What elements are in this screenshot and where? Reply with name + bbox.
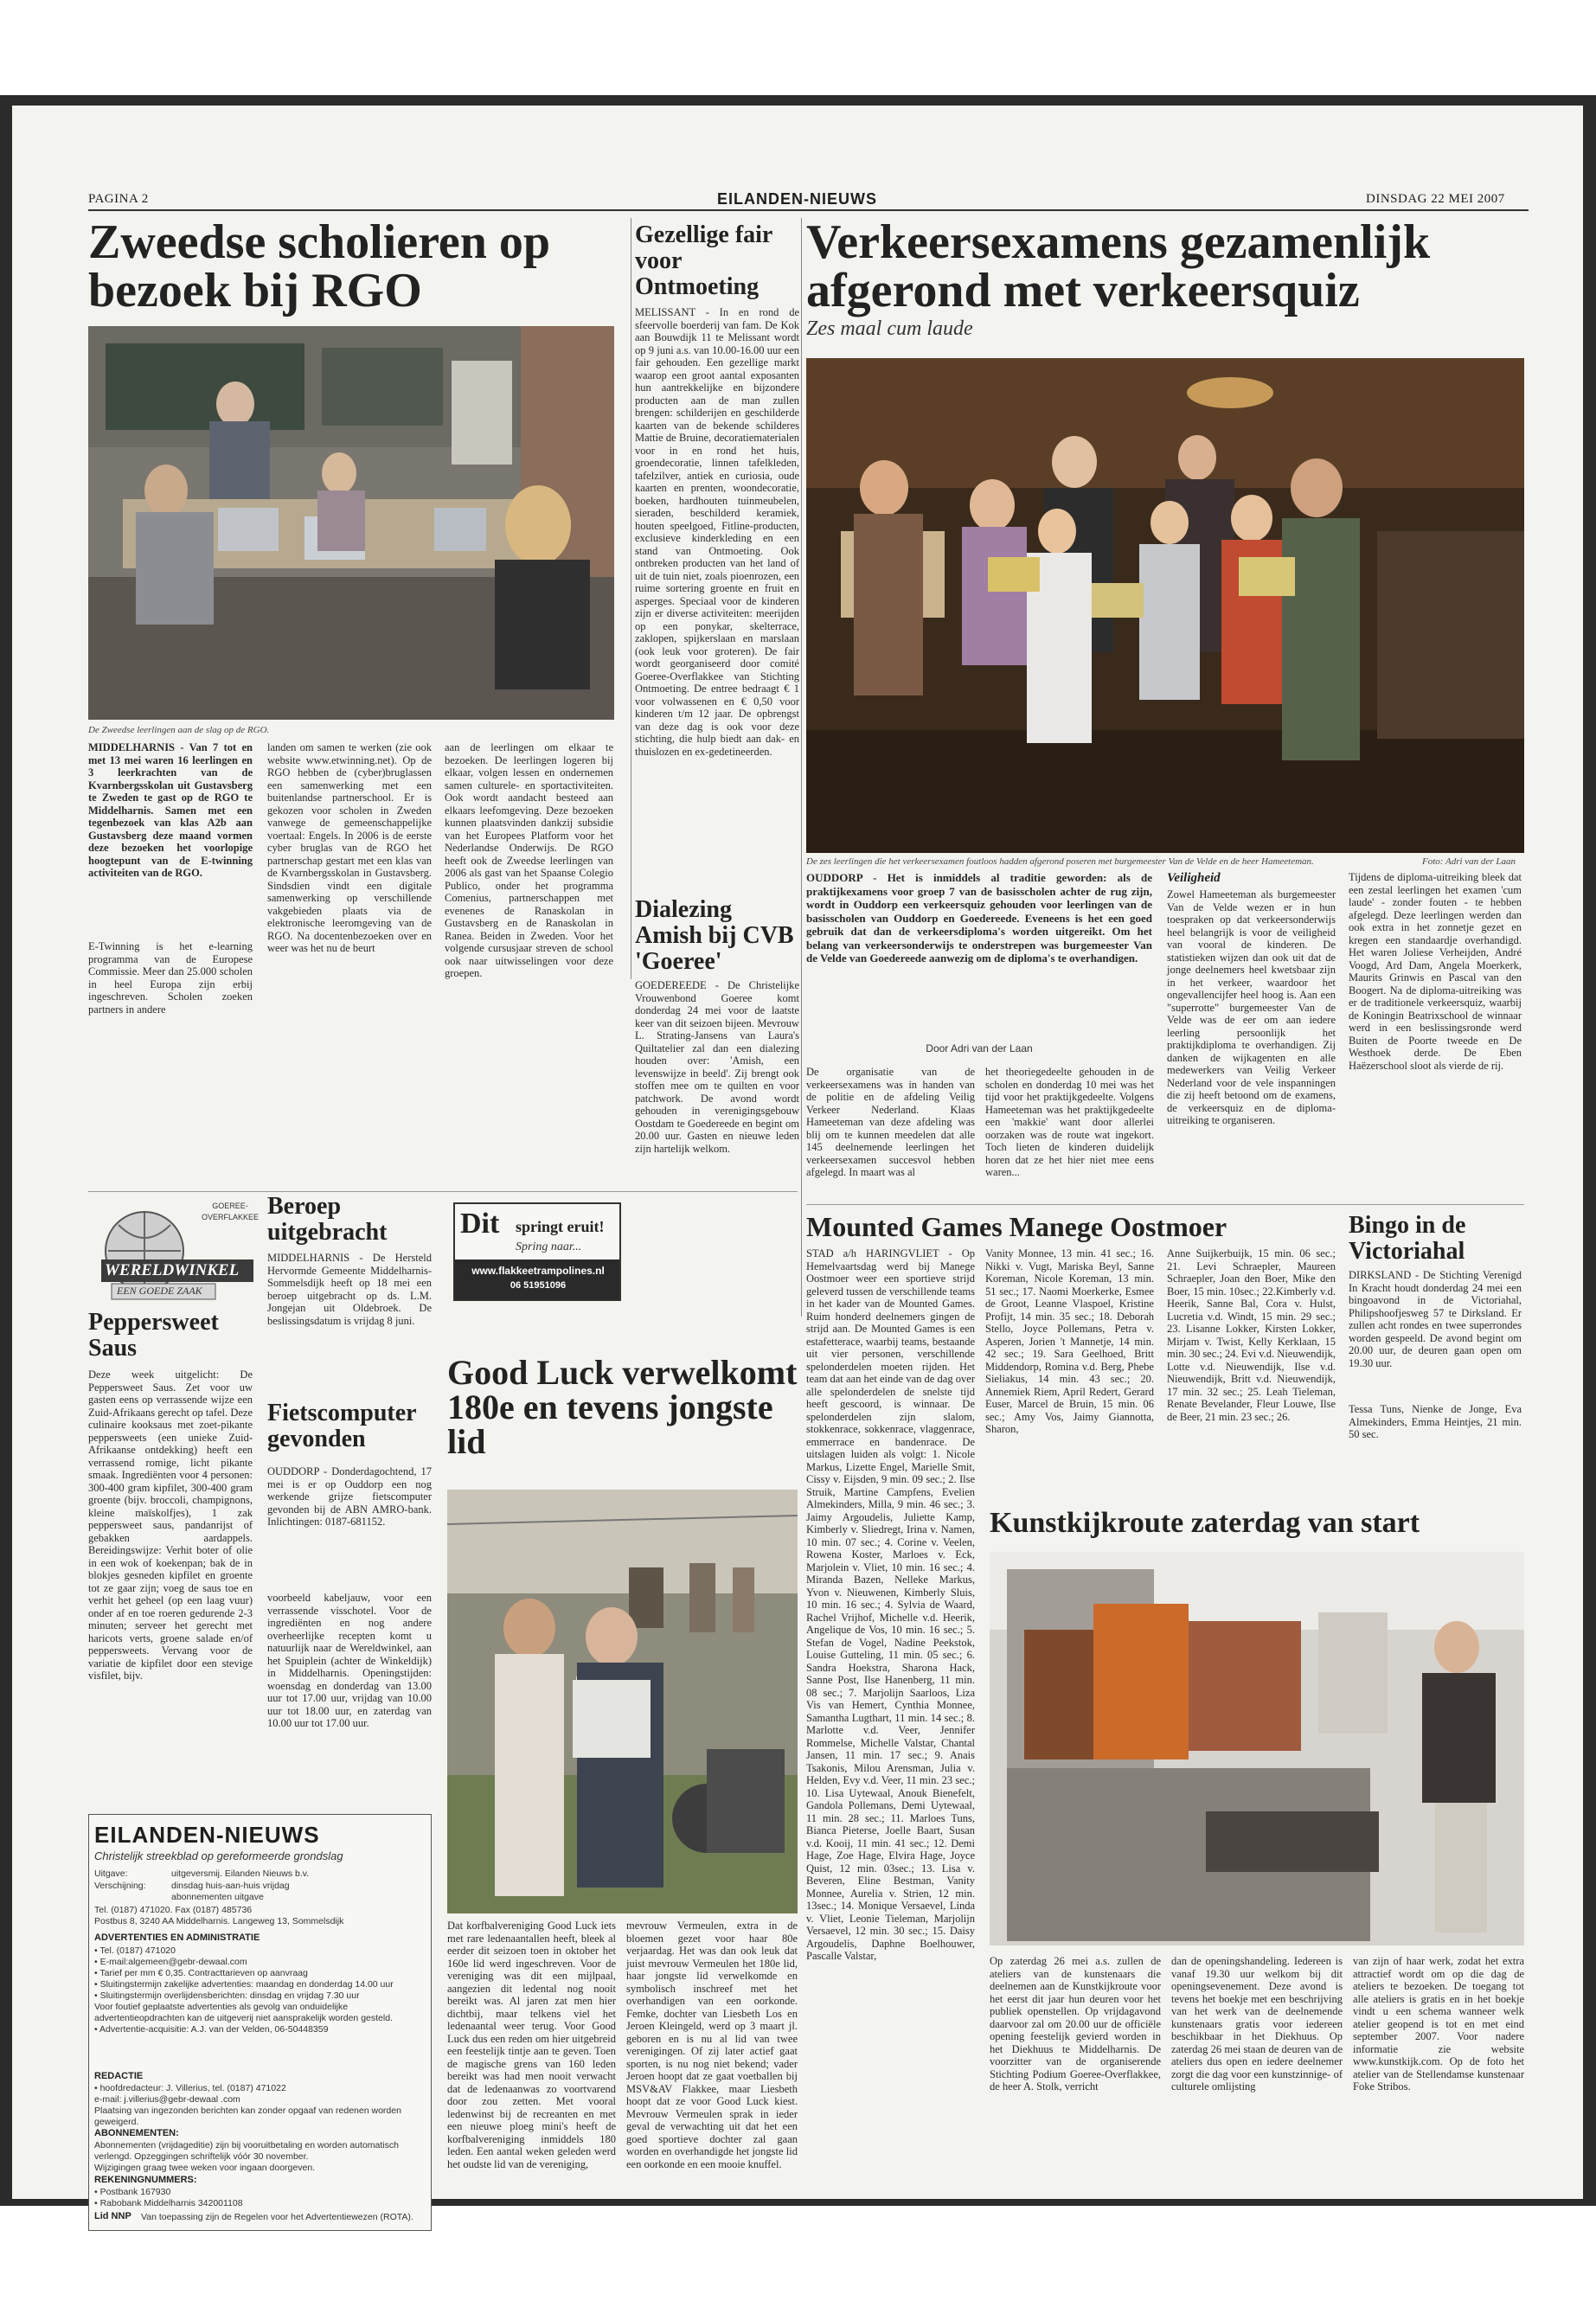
colophon-bank-title: REKENINGNUMMERS: bbox=[94, 2175, 197, 2185]
colophon-box bbox=[88, 1814, 432, 2231]
colophon-verschijning: dinsdag huis-aan-huis vrijdag abonnementen uitgave bbox=[171, 1881, 290, 1902]
article-col2-zweedse: landen om samen te werken (zie ook website www.etwinning.net). Op de RGO hebben de (cyber)bruglassen een samenwerking met een buitenlandse partnerschool. Er is gekozen voor scholen in Zweden vanwege de gemeenschappelijke voertaal: Engels. In 2006 is de eerste cyber bruglas van de RGO het partnerschap gestart met een klas van de Kvarnbergsskolan in Gustavsberg. Sindsdien vindt een digitale samenwerking op verschillende vakgebieden plaats via de elektronische leeromgeving van de RGO. Na docentenbezoeken over en weer was het nu de beurt bbox=[267, 741, 432, 954]
advertisement-trampolines[interactable] bbox=[453, 1202, 621, 1301]
headline-beroep: Beroep uitgebracht bbox=[267, 1193, 388, 1246]
photo-verkeersexamen-winners bbox=[806, 358, 1524, 853]
article-col2-kunstkijk: dan de openingshandeling. Iedereen is vanaf 19.30 uur welkom bij dit openingsevenement. Deze avond is tevens het boekje met een beschrijving van het werk van de deelnemende kunstenaars gratis voor iedereen beschikbaar in het Diekhuus. Op zaterdag 26 mei staan de deuren van de ateliers dus open en iedere deelnemer zorgt die dag voor een kunstzinnige- of culturele omlijsting bbox=[1171, 1955, 1343, 2093]
colophon-adv-title: ADVERTENTIES EN ADMINISTRATIE bbox=[94, 1932, 260, 1943]
section-rule bbox=[806, 1204, 1524, 1205]
column-divider bbox=[801, 218, 802, 1317]
colophon-verschijning-label: Verschijning: bbox=[94, 1881, 146, 1891]
colophon-adv-list bbox=[94, 1945, 423, 2035]
article-col1-verkeer: De organisatie van de verkeersexamens was in handen van de politie en de afdeling Veilig Verkeer Nederland. Klaas Hameeteman van deze afdeling was blij om te kunnen meedelen dat alle 145 deelnemende leerlingen het verkeersexamen succesvol hebben afgelegd. In maart was al bbox=[806, 1066, 975, 1178]
colophon-adv-line: • Sluitingstermijn overlijdensberichten: dinsdag en vrijdag 7.30 uur bbox=[94, 1990, 360, 2001]
header-rule bbox=[88, 209, 1529, 211]
section-rule bbox=[88, 1191, 798, 1192]
colophon-uitgave: uitgeversmij. Eilanden Nieuws b.v. bbox=[171, 1868, 310, 1879]
headline-amish: Dialezing Amish bij CVB 'Goeree' bbox=[635, 896, 794, 975]
photo-caption-verkeer: De zes leerlingen die het verkeersexamen foutloos hadden afgerond poseren met burgemeester Van de Velde en de heer Hameeteman. bbox=[806, 856, 1314, 867]
article-body-wereldwinkel-cont: voorbeeld kabeljauw, voor een verrassende visschotel. Voor de ingrediënten en nog andere overheerlijke recepten komt u natuurlijk naar de Wereldwinkel, aan het Spuiplein (achter de Winkeldijk) in Middelharnis. Openingstijden: woensdag en donderdag van 13.00 uur tot 17.00 uur, vrijdag van 10.00 uur tot 18.00 uur, en zaterdag van 10.00 uur tot 17.00 uur. bbox=[267, 1592, 432, 1729]
colophon-abo-list bbox=[94, 2140, 423, 2174]
colophon-bank-line: • Postbank 167930 bbox=[94, 2187, 171, 2197]
newspaper-page bbox=[12, 106, 1583, 2222]
subheadline-cum-laude: Zes maal cum laude bbox=[806, 317, 973, 340]
article-col1-zweedse: E-Twinning is het e-learning programma van de Europese Commissie. Meer dan 25.000 scholen in heel Europa zijn erbij ingeschreven. Scholen zoeken partners in andere bbox=[88, 940, 253, 1016]
wereldwinkel-logo bbox=[94, 1197, 259, 1305]
article-col4-verkeer: Tijdens de diploma-uitreiking bleek dat een zestal leerlingen het examen 'cum laude' - zonder fouten - te hebben afgelegd. Deze leerlingen werden dan ook extra in het zonnetje gezet en kregen een standaardje overhandigd. Het waren Joliese Verheijden, André Voogd, Ard Dam, Angela Moerkerk, Maurits Grinwis en Pascal van den Boogert. Na de diploma-uitreiking was er de traditionele verkeersquiz, waarbij de Koningin Beatrixschool de winnaar werd in een beslissingsronde werd Buiten de Poorte tweede en De Westhoek derde. De Eben Haëzerschool sloot als vierde de rij. bbox=[1349, 871, 1522, 1072]
article-body-fair: MELISSANT - In en rond de sfeervolle boerderij van fam. De Kok aan Bouwdijk 11 te Melissant wordt op 9 juni a.s. van 10.00-16.00 uur een fair gehouden. Een gezellige markt waarop een groot aantal exposanten hun aantrekkelijke en bijzondere producten aan de man zullen brengen: schilderijen en geschilderde kaarten van de bekende schilderes Mattie de Bruine, decoratiematerialen voor in en rond het huis, groendecoratie, linnen tafelkleden, tafelzilver, antiek en curiosia, oude kaarten en prenten, woondecoratie, boeken, hardhouten tuinmeubelen, sieraden, beschilderd keramiek, houten speelgoed, Fitline-producten, exclusieve kinderkleding en een stand van Ontmoeting. Ook ontbreken producten van het land of uit de tuin niet, zoals pioenrozen, een ruime sortering groente en fruit en asperges. Speciaal voor de kinderen zijn er diverse activiteiten: meerijden op een ponykar, skelterrace, zaklopen, spijkerslaan en marslaan (ook leuk voor groteren). De fair wordt georganiseerd door comité Goeree-Overflakkee van Stichting Ontmoeting. De entree bedraagt € 1 voor volwassenen en € 0,50 voor kinderen t/m 12 jaar. De opbrengst van deze dag is ook voor deze stichting, die hulp biedt aan dak- en thuislozen en ex-gedetineerden. bbox=[635, 306, 799, 758]
photo-students-laptops bbox=[88, 326, 614, 720]
article-lead-verkeer: OUDDORP - Het is inmiddels al traditie geworden: als de praktijkexamens voor groep 7 van de basisscholen achter de rug zijn, wordt in Ouddorp een verkeersquiz gehouden voor leerlingen van de basisscholen van Ouddorp en Goedereede. Eveneens is het een goed gebruik dat dan de verkeersdiploma's worden uitgereikt. Om het belang van verkeersonderwijs te onderstrepen was burgemeester Van de Velde van Goedereede aanwezig om de diploma's te overhandigen. bbox=[806, 871, 1152, 965]
wereldwinkel-logo-text: WERELDWINKEL bbox=[105, 1261, 240, 1279]
photo-good-luck-newborn bbox=[447, 1490, 798, 1913]
article-body-peppersweet: Deze week uitgelicht: De Peppersweet Saus. Zet voor uw gasten eens op verrassende wijze een Zuid-Afrikaans gerecht op tafel. Deze culinaire kooksaus met zoet-pikante peppersweets (een unieke Zuid-Afrikaanse ontdekking) heeft een verrassend romige, licht pikante smaak. Ingrediënten voor 4 personen: 300-400 gram kipfilet, 300-400 gram groente (bijv. broccoli, champignons, kleine maïskolfjes), 1 zak peppersweet saus, pandanrijst of gebakken aardappels. Bereidingswijze: Verhit boter of olie in een wok of koekenpan; bak de in blokjes gesneden kipfilet en groente tot ze gaar zijn; voeg de saus toe en verhit het geheel (op een laag vuur) onder af en toe roeren gedurende 2-3 minuten; serveer het gerecht met haricots verts, groene salade en/of peppersweets. Vervang voor de variatie de kipfilet door een stevige visfilet, bijv. bbox=[88, 1368, 253, 1682]
colophon-red-line: • hoofdredacteur: J. Villerius, tel. (0187) 471022 bbox=[94, 2083, 286, 2093]
headline-mounted-games: Mounted Games Manege Oostmoer bbox=[806, 1211, 1227, 1242]
colophon-title: EILANDEN-NIEUWS bbox=[94, 1822, 320, 1848]
colophon-abo-line: Wijzigingen graag twee weken voor ingaan doorgeven. bbox=[94, 2163, 316, 2173]
ad-line1: Dit bbox=[460, 1208, 500, 1240]
photo-atelier-stribos bbox=[990, 1552, 1524, 1945]
colophon-red-list bbox=[94, 2083, 423, 2128]
colophon-adv-line: • Advertentie-acquisitie: A.J. van der Velden, 06-50448359 bbox=[94, 2024, 329, 2035]
colophon-red-line: Plaatsing van ingezonden berichten kan zonder opgaaf van redenen worden geweigerd. bbox=[94, 2106, 401, 2127]
article-col1-kunstkijk: Op zaterdag 26 mei a.s. zullen de ateliers van de kunstenaars die deelnemen aan de Kunstkijkroute voor het eerst dit jaar hun deuren voor het publiek openstellen. Op vrijdagavond daarvoor zal om 20.00 uur de officiële opening feestelijk gevierd worden in het Diekhuus te Middelharnis. De voorzitter van de organiserende Stichting Podium Goeree-Overflakkee, de heer A. Stolk, verricht bbox=[990, 1955, 1161, 2093]
article-col2-verkeer: het theoriegedeelte gehouden in de scholen en donderdag 10 mei was het tijd voor het praktijkgedeelte. Volgens Hameeteman was het praktijkgedeelte een 'makkie' want door allerlei oorzaken was de route wat ingekort. Toch lieten de kinderen duidelijk horen dat ze het hier niet mee eens waren... bbox=[985, 1066, 1154, 1178]
colophon-nnp-title: Lid NNP bbox=[94, 2211, 131, 2221]
colophon-adv-line: • E-mail:algemeen@gebr-dewaal.com bbox=[94, 1957, 247, 1967]
masthead: EILANDEN-NIEUWS bbox=[717, 190, 877, 208]
article-col3-zweedse: aan de leerlingen om elkaar te bezoeken. De leerlingen logeren bij elkaar, volgen lessen en ondernemen samen culturele- en sportactiviteiten. Ook wordt aandacht besteed aan elkaars leefomgeving. Deze bezoeken kunnen plaatsvinden dankzij subsidie van het Europees Platform voor het Nederlandse Onderwijs. De RGO heeft ook de Zweedse leerlingen van 2006 als gast van het Spaanse Colegio Publico, onder het programma Comenius, partnerschappen met evenenes de Ranaskolan in Gustavsberg en de Ranaskolan in Ranea. Beiden in Zweden. Voor het volgende cursusjaar streven de school ook naar uitwisselingen voor deze groepen. bbox=[445, 741, 613, 979]
colophon-adv-line: • Tel. (0187) 471020 bbox=[94, 1945, 176, 1956]
colophon-address: Postbus 8, 3240 AA Middelharnis. Langeweg 13, Sommelsdijk bbox=[94, 1916, 344, 1926]
colophon-adv-line: • Tarief per mm € 0,35. Contracttarieven op aanvraag bbox=[94, 1968, 308, 1978]
headline-fietscomputer: Fietscomputer gevonden bbox=[267, 1400, 417, 1452]
colophon-bank-list bbox=[94, 2187, 423, 2209]
article-col3-mounted: Anne Suijkerbuijk, 15 min. 06 sec.; 21. Levi Schraepler, Maureen Schraepler, Joan den Boer, Mike den Boer, 15 min. 10sec.; 22.Kimberly v.d. Heerik, Sanne Bal, Cora v. Hulst, Lucretia v.d. Windt, 15 min. 29 sec.; 23. Lisanne Lokker, Kirsten Lokker, Mirjam v. Twist, Kelly Kerklaan, 15 min. 30 sec.; 24. Evi v.d. Nieuwendijk, Lotte v.d. Nieuwendijk, Ilse v.d. Nieuwendijk, Britt v.d. Nieuwendijk, 17 min. 32 sec.; 25. Leah Tieleman, Renate Bevelander, Fleur Louwe, Ilse de Beer, 21 min. 23 sec.; 26. bbox=[1167, 1247, 1336, 1423]
colophon-abo-title: ABONNEMENTEN: bbox=[94, 2128, 179, 2138]
colophon-abo-line: Abonnementen (vrijdageditie) zijn bij vooruitbetaling en worden automatisch verlengd. Opzeggingen schriftelijk vóór 30 november. bbox=[94, 2140, 399, 2162]
headline-zweedse: Zweedse scholieren op bezoek bij RGO bbox=[88, 215, 551, 317]
colophon-red-title: REDACTIE bbox=[94, 2071, 144, 2081]
page-number: PAGINA 2 bbox=[88, 192, 149, 206]
ad-url[interactable]: www.flakkeetrampolines.nl bbox=[471, 1265, 605, 1277]
article-col1-good-luck: Dat korfbalvereniging Good Luck iets met rare ledenaantallen heeft, bleek al eerder dit seizoen toen in oktober het 160e lid werd ingeschreven. Voor de vereniging was dit een mijlpaal, aangezien dit ledental nog nooit bereikt was. Al jaren zat men hier dichtbij, maar telkens viel het ledenaantal weer terug. Voor Good Luck dus een reden om hier uitgebreid een feestelijk tintje aan te geven. Toen de magische grens van 160 leden bereikt was had men nooit verwacht dat de ledenaanwas zo voortvarend door zou zetten. Met vooral ledenwinst bij de recreanten en met een nieuwe ploeg mini's heeft de korfbalvereniging inmiddels 180 leden. Een aantal weken geleden werd het oudste lid van de vereniging, bbox=[447, 1920, 616, 2170]
colophon-subtitle: Christelijk streekblad op gereformeerde grondslag bbox=[94, 1849, 343, 1862]
headline-fair: Gezellige fair voor Ontmoeting bbox=[635, 221, 772, 300]
article-col3-kunstkijk: van zijn of haar werk, zodat het extra attractief wordt om op die dag de ateliers te bezoeken. De toegang tot alle ateliers is gratis en in het boekje vindt u een schema wanneer welk atelier geopend is tot en met eind september 2007. Voor nadere informatie zie website www.kunstkijk.com. Op de foto het atelier van de Stellendamse kunstenaar Foke Stribos. bbox=[1353, 1955, 1524, 2093]
article-col2-mounted: Vanity Monnee, 13 min. 41 sec.; 16. Nikki v. Vugt, Mariska Beyl, Sanne Koreman, Nicole Koreman, 13 min. 51 sec.; 17. Naomi Moerkerke, Esmee de Groot, Leanne Vlaspoel, Kristine Profijt, 14 min. 35 sec.; 18. Deborah Stello, Joyce Pollemans, Petra v. Asperen, Jorien 't Mannetje, 14 min. 42 sec.; 19. Sara Geelhoed, Britt Middendorp, Romina v.d. Berg, Phebe Sieliakus, 14 min. 43 sec.; 20. Annemiek Riem, April Redert, Gerard Euser, Marcel de Bruin, 15 min. 06 sec.; Amy Vos, Jaimy Giannotta, Sharon, bbox=[985, 1247, 1154, 1435]
headline-kunstkijkroute: Kunstkijkroute zaterdag van start bbox=[990, 1507, 1420, 1539]
article-body-amish: GOEDEREEDE - De Christelijke Vrouwenbond Goeree komt donderdag 24 mei voor de laatste keer van dit seizoen bijeen. Mevrouw L. Strating-Jansens van Laura's Quiltatelier zal dan een dialezing houden over: 'Amish, een levenswijze in beeld'. Zij brengt ook stoffen mee om te quilten en voor patchwork. De avond wordt gehouden in verenigingsgebouw Oostdam te Goedereede en begint om 20.00 uur. Gasten en nieuwe leden zijn hartelijk welkom. bbox=[635, 979, 799, 1155]
colophon-tel: Tel. (0187) 471020. Fax (0187) 485736 bbox=[94, 1905, 253, 1915]
article-col1-mounted: STAD a/h HARINGVLIET - Op Hemelvaartsdag werd bij Manege Oostmoer weer een sportieve strijd geleverd tussen de verschillende teams in het kader van de Mounted Games. Ruim honderd deelnemers gingen de strijd aan. De Mounted Games is een estafetterace, waarbij teams, bestaande uit vier personen, verschillende spelonderdelen moeten rijden. Het team dat aan het einde van de dag over alle spelonderdelen de snelste tijd heeft gescoord, is winnaar. De spelonderdelen zijn slalom, stokkenrace, sokkenrace, vlaggenrace, emmerrace en bandenrace. De uitslagen luiden als volgt: 1. Nicole Markus, Lizette Engel, Marielle Smit, Cissy v. Eijsden, 9 min. 09 sec.; 2. Ilse Struik, Martine Campfens, Evelien Almekinders, Milla, 9 min. 46 sec.; 3. Jaimy Argoudelis, Juliette Kamp, Kimberly v. Sliedregt, Irina v. Namen, 10 min. 07 sec.; 4. Corine v. Veelen, Rowena Koster, Marloes v. Eck, Marjolein v. Vliet, 10 min. 16 sec.; 4. Miranda Bazen, Nelleke Markus, Yvon v. Nieuwenen, Kimberly Sluis, 10 min. 16 sec.; 4. Sylvia de Waard, Rachel Vrijhof, Michelle v.d. Heerik, Angelique de Vos, 10 min. 16 sec.; 5. Stefan de Vogel, Nadine Peekstok, Louise Gutteling, 11 min. 05 sec.; 6. Sandra Hoekstra, Sharona Hack, Sanne Post, Ilse Hanenberg, 11 min. 08 sec.; 7. Marjolijn Saarloos, Liza Vis van Hemert, Cynthia Monnee, Samantha Lugthart, 11 min. 14 sec.; 8. Marlotte v.d. Veer, Jennifer Rommelse, Michelle Valstar, Chantal Jansen, 11 min. 17 sec.; 9. Anais Tsakonis, Milou Arensman, Julia v. Helden, Evy v.d. Veer, 11 min. 23 sec.; 10. Lisa Uytewaal, Anouk Bienefelt, Gandola Pollemans, Demi Uytewaal, 11 min. 28 sec.; 11. Marloes Tuns, Bianca Pieterse, Joelle Baart, Susan v.d. Kooij, 11 min. 41 sec.; 12. Demi Hage, Zoe Hage, Elvira Hage, Joyce Quist, 12 min. 03sec.; 13. Lisa v. Beveren, Eline Bestman, Vanity Monnee, Aurelia v. Strien, 12 min. 13sec.; 14. Monique Versaevel, Linda v. Vliet, Leonie Tieleman, Marjolijn Versaevel, 12 min. 30 sec.; 15. Daisy Argoudelis, Daphne Boelhouwer, Pascalle Valstar, bbox=[806, 1247, 975, 1962]
colophon-bank-line: • Rabobank Middelharnis 342001108 bbox=[94, 2198, 243, 2208]
colophon-red-line: e-mail: j.villerius@gebr-dewaal .com bbox=[94, 2094, 240, 2105]
headline-peppersweet: Peppersweet Saus bbox=[88, 1309, 219, 1362]
ad-phone: 06 51951096 bbox=[510, 1280, 567, 1291]
article-body-bingo: DIRKSLAND - De Stichting Verenigd In Kracht houdt donderdag 24 mei een bingoavond in de Victoriahal, Philipshoofjesweg 57 te Dirksland. Er zullen acht rondes en twee superrondes worden gespeeld. De avond begint om 20.00 uur, de deuren gaan open om 19.30 uur. bbox=[1349, 1269, 1522, 1369]
colophon-nnp: Van toepassing zijn de Regelen voor het Advertentiewezen (ROTA). bbox=[141, 2212, 413, 2222]
subhead-veiligheid: Veiligheid bbox=[1167, 871, 1221, 885]
article-col3-verkeer: Zowel Hameeteman als burgemeester Van de Velde wezen er in hun toespraken op dat verkeersonderwijs heel belangrijk is voor de veiligheid van vooral de kinderen. De statistieken wijzen dan ook uit dat de jonge deelnemers heel kwetsbaar zijn in het verkeer, waardoor het ongevallencijfer heel hoog is. Aan een "superrotte" burgemeester Van de Velde was de eer om aan iedere leerling persoonlijk het praktijkdiploma te overhandigen. Zij danken de wijkagenten en alle medewerkers van Veilig Verkeer Nederland voor de vele inspanningen die zij heeft betoond om de examens, de verkeersquiz en de diploma-uitreiking te organiseren. bbox=[1167, 888, 1336, 1126]
article-body-fietscomputer: OUDDORP - Donderdagochtend, 17 mei is er op Ouddorp een nog werkende grijze fietscomputer gevonden bij de ABN AMRO-bank. Inlichtingen: 0187-681152. bbox=[267, 1465, 432, 1528]
headline-bingo: Bingo in de Victoriahal bbox=[1349, 1212, 1466, 1265]
article-col2-good-luck: mevrouw Vermeulen, extra in de bloemen gezet voor haar 80e verjaardag. Het was dan ook leuk dat juist mevrouw Vermeulen het 180e lid, haar jongste lid verwelkomde en symbolisch inschreef met het overhandigen van een oorkonde. Femke, dochter van Liesbeth Los en Jeroen Kleingeld, werd op 3 maart jl. geboren en is nu al lid van twee verenigingen. Of zij later actief gaat sporten, is nu nog niet bekend; vader Jeroen hoopt dat ze gaat voetballen bij MSV&AV Flakkee, maar Liesbeth hoopt dat ze voor Good Luck kiest. Mevrouw Vermeulen sprak in ieder geval de verwachting uit dat het een goed sportieve dochter zal gaan worden en overhandigde het jongste lid een oorkonde en een mooie knuffel. bbox=[626, 1920, 798, 2170]
wereldwinkel-region: GOEREE-OVERFLAKKEE bbox=[201, 1202, 260, 1221]
article-body-beroep: MIDDELHARNIS - De Hersteld Hervormde Gemeente Middelharnis-Sommelsdijk heeft op 18 mei een beroep uitgebracht op ds. L.M. Jongejan uit Oldebroek. De beslissingsdatum is vrijdag 8 juni. bbox=[267, 1252, 432, 1327]
photo-credit-verkeer: Foto: Adri van der Laan bbox=[1422, 856, 1516, 867]
byline-verkeer: Door Adri van der Laan bbox=[926, 1042, 1033, 1054]
colophon-adv-line: • Sluitingstermijn zakelijke advertenties: maandag en donderdag 14.00 uur bbox=[94, 1979, 394, 1990]
ad-line2: springt eruit! bbox=[516, 1218, 605, 1235]
page-date: DINSDAG 22 MEI 2007 bbox=[1366, 192, 1505, 206]
photo-caption-zweedse: De Zweedse leerlingen aan de slag op de RGO. bbox=[88, 725, 270, 735]
ad-line3: Spring naar... bbox=[516, 1240, 582, 1253]
article-lead-zweedse: MIDDELHARNIS - Van 7 tot en met 13 mei waren 16 leerlingen en 3 leerkrachten van de Kvarnbergsskolan uit Gustavsberg te Zweden te gast op de RGO te Middelharnis. Samen met een tegenbezoek van klas A2b aan Gustavsberg deze maand vormen deze bezoeken het voorlopige hoogtepunt van de E-twinning activiteiten van de RGO. bbox=[88, 741, 253, 879]
colophon-adv-line: Voor foutief geplaatste advertenties als gevolg van onduidelijke advertentieopdrachten kan de uitgeverij niet aansprakelijk worden gesteld. bbox=[94, 2002, 393, 2023]
headline-good-luck: Good Luck verwelkomt 180e en tevens jongste lid bbox=[447, 1353, 798, 1461]
wereldwinkel-logo-sub: EEN GOEDE ZAAK bbox=[117, 1285, 202, 1297]
article-body-mounted-end: Tessa Tuns, Nienke de Jonge, Eva Almekinders, Emma Heintjes, 21 min. 50 sec. bbox=[1349, 1403, 1522, 1440]
colophon-uitgave-label: Uitgave: bbox=[94, 1868, 128, 1879]
headline-verkeersexamens: Verkeersexamens gezamenlijk afgerond met verkeersquiz bbox=[806, 215, 1431, 317]
